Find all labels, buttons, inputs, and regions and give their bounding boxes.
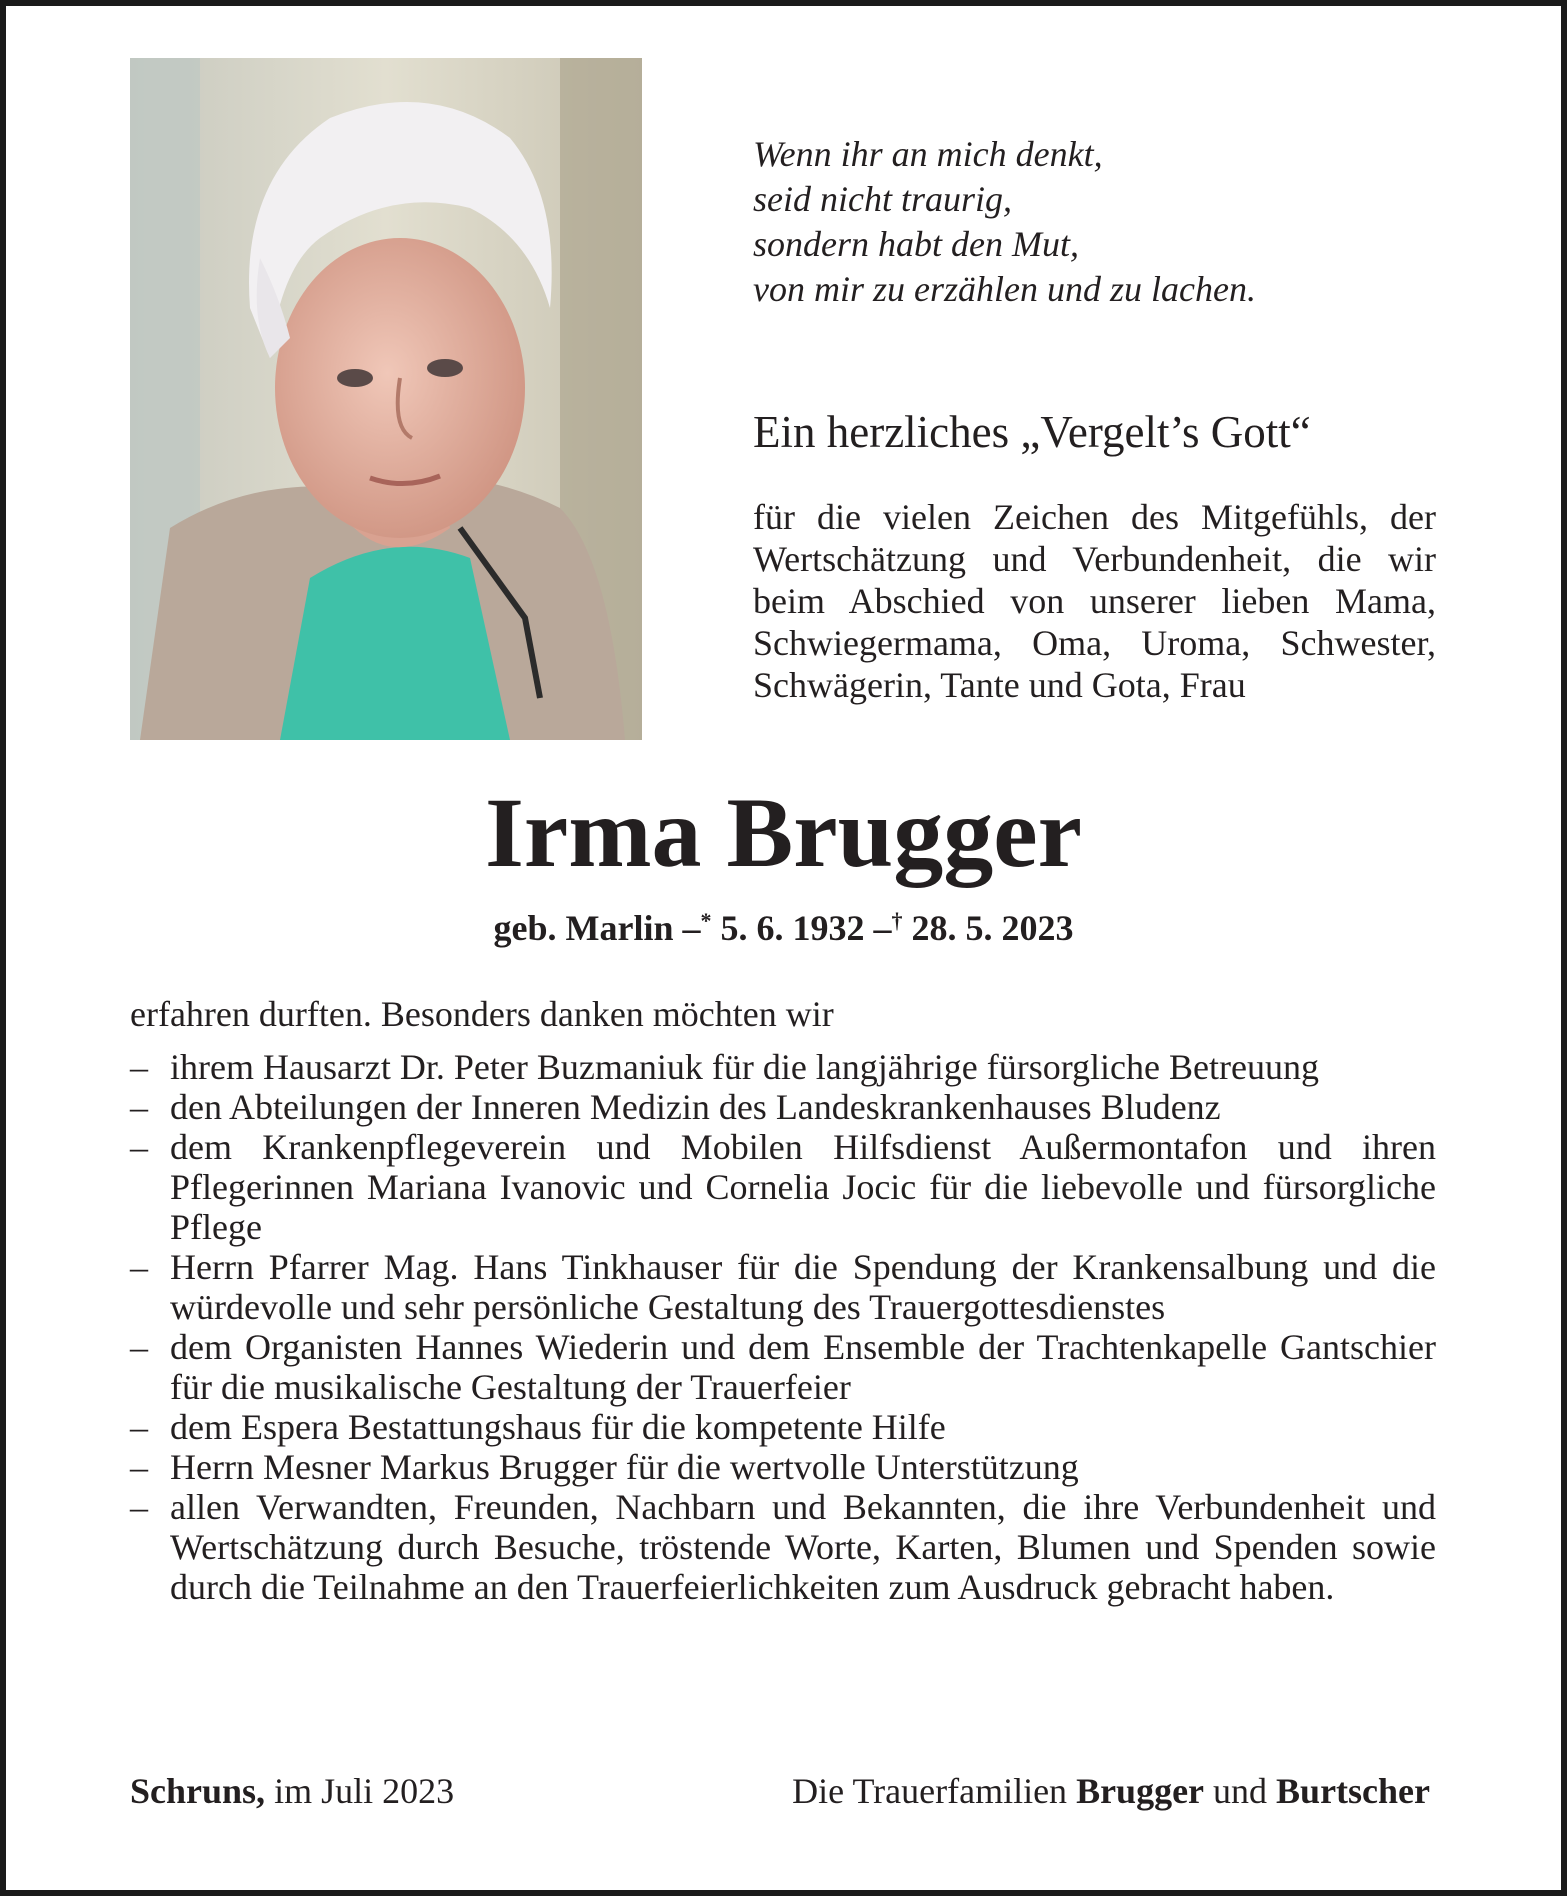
list-item-text: Herrn Mesner Markus Brugger für die wertvolle Unterstützung [170, 1447, 1079, 1487]
death-date: 28. 5. 2023 [911, 908, 1074, 948]
place-and-date [130, 1768, 454, 1814]
list-item [130, 1487, 1436, 1607]
list-item [130, 1327, 1436, 1407]
deceased-name: Irma Brugger [484, 777, 1083, 888]
list-item-text: dem Espera Bestattungshaus für die kompetente Hilfe [170, 1407, 946, 1447]
quote-line: von mir zu erzählen und zu lachen. [753, 269, 1256, 309]
list-item [130, 1087, 1436, 1127]
and-word: und [1213, 1771, 1268, 1811]
list-item [130, 1247, 1436, 1327]
separator: – [682, 908, 701, 948]
list-dash: – [130, 1127, 148, 1167]
memorial-quote [753, 132, 1453, 312]
separator: – [873, 908, 892, 948]
thanks-lead: erfahren durften. Besonders danken möchten wir [130, 994, 834, 1034]
quote-line: seid nicht traurig, [753, 179, 1012, 219]
list-item-text: dem Organisten Hannes Wiederin und dem Ensemble der Trachtenkapelle Gantschier für die musikalische Gestaltung der Trauerfeier [170, 1327, 1436, 1407]
portrait-photo [130, 58, 642, 740]
list-dash: – [130, 1047, 148, 1087]
thanks-intro: für die vielen Zeichen des Mitgefühls, der Wertschätzung und Verbundenheit, die wir beim Abschied von unserer lieben Mama, Schwiegermama, Oma, Uroma, Schwester, Schwägerin, Tante und Gota, Frau [753, 497, 1436, 705]
list-item-text: Herrn Pfarrer Mag. Hans Tinkhauser für die Spendung der Krankensalbung und die würdevolle und sehr persönliche Gestaltung des Trauergottesdienstes [170, 1247, 1436, 1327]
list-item [130, 1407, 1436, 1447]
birth-symbol: * [700, 908, 712, 933]
list-item-text: ihrem Hausarzt Dr. Peter Buzmaniuk für die langjährige fürsorgliche Betreuung [170, 1047, 1319, 1087]
list-dash: – [130, 1327, 148, 1367]
quote-line: sondern habt den Mut, [753, 224, 1079, 264]
family-name-1: Brugger [1076, 1771, 1205, 1811]
date: im Juli 2023 [274, 1771, 455, 1811]
death-symbol: † [891, 908, 903, 933]
list-item-text: dem Krankenpflegeverein und Mobilen Hilfsdienst Außermontafon und ihren Pflegerinnen Mariana Ivanovic und Cornelia Jocic für die liebevolle und fürsorgliche Pflege [170, 1127, 1436, 1247]
list-dash: – [130, 1447, 148, 1487]
list-item-text: allen Verwandten, Freunden, Nachbarn und Bekannten, die ihre Verbundenheit und Wertschätzung durch Besuche, tröstende Worte, Karten, Blumen und Spenden sowie durch die Teilnahme an den Trauerfeierlichkeiten zum Ausdruck gebracht haben. [170, 1487, 1436, 1607]
thanks-list [130, 1047, 1436, 1607]
family-name-2: Burtscher [1276, 1771, 1430, 1811]
families-prefix: Die Trauerfamilien [792, 1771, 1068, 1811]
list-dash: – [130, 1087, 148, 1127]
birth-date: 5. 6. 1932 [720, 908, 865, 948]
family-signature [792, 1768, 1430, 1814]
list-item [130, 1047, 1436, 1087]
place: Schruns, [130, 1771, 266, 1811]
list-item-text: den Abteilungen der Inneren Medizin des Landeskrankenhauses Bludenz [170, 1087, 1221, 1127]
list-dash: – [130, 1247, 148, 1287]
birth-name: geb. Marlin [493, 908, 674, 948]
list-dash: – [130, 1407, 148, 1447]
thanks-heading: Ein herzliches „Vergelt’s Gott“ [753, 407, 1311, 457]
life-dates [0, 905, 1567, 951]
quote-line: Wenn ihr an mich denkt, [753, 134, 1103, 174]
list-item [130, 1127, 1436, 1247]
list-dash: – [130, 1487, 148, 1527]
list-item [130, 1447, 1436, 1487]
